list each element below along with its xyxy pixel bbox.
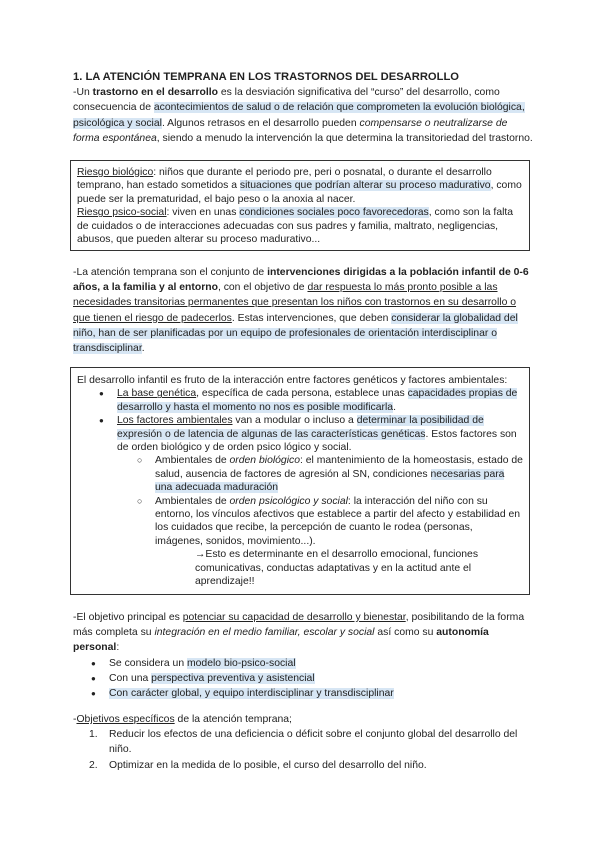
highlight-run: perspectiva preventiva y asistencial	[151, 672, 315, 684]
text-run: Ambientales de	[155, 495, 230, 507]
biological-risk	[77, 166, 523, 206]
text-run: van a modular o incluso a	[232, 415, 357, 427]
text-run: Ambientales de	[155, 455, 230, 467]
italic-run: integración en el medio familiar, escolar y social	[154, 627, 375, 639]
text-run: , posibilitando de la forma más completa su	[73, 612, 525, 639]
text-run: . Algunos retrasos en el desarrollo pueden	[161, 117, 360, 129]
factor-label: Los factores ambientales	[117, 415, 233, 427]
psychosocial-order-item	[155, 495, 523, 589]
bullet-item	[109, 686, 533, 701]
factors-box	[70, 367, 530, 595]
text-run: -	[73, 714, 77, 725]
highlight-run: capacidades propias de desarrollo y hasta el momento no nos es posible modificarla	[117, 388, 518, 413]
highlight-run: situaciones que podrían alterar su proceso madurativo	[239, 180, 491, 192]
underline-run: potenciar su capacidad de desarrollo y bienestar	[182, 612, 406, 623]
arrow-note: →Esto es determinante en el desarrollo emocional, funciones comunicativas, conductas adaptativas y en la actitud ante el aprendizaje!!	[195, 549, 479, 588]
objective-text: Optimizar en la medida de lo posible, el curso del desarrollo del niño.	[109, 759, 427, 771]
text-run: : el mantenimiento de la homeostasis, estado de salud, ausencia de factores de agresión al SN, condiciones	[155, 455, 523, 480]
highlight-run: acontecimientos de salud o de relación que comprometen la evolución biológica, psicológica y social	[73, 102, 525, 129]
bold-term: intervenciones dirigidas a la población infantil de 0-6 años, a la familia y al entorno	[73, 267, 529, 294]
factors-list	[77, 387, 523, 588]
text-run: , específica de cada persona, establece unas	[196, 388, 408, 400]
risk-box	[70, 160, 530, 251]
text-run: . Estas intervenciones, que deben	[231, 312, 392, 324]
specific-objectives	[73, 712, 533, 773]
factor-label: La base genética	[117, 388, 197, 400]
objective-text: Reducir los efectos de una deficiencia o déficit sobre el conjunto global del desarrollo del niño.	[109, 729, 518, 756]
highlight-run: condiciones sociales poco favorecedoras	[239, 207, 429, 219]
bullet-item	[109, 656, 533, 671]
text-run: .	[141, 343, 145, 355]
objective-item	[73, 758, 533, 773]
objective-item	[73, 727, 533, 757]
environmental-sublist	[117, 454, 523, 588]
objective-paragraph	[73, 610, 533, 701]
list-number: 2.	[89, 759, 98, 771]
text-run: es la desviación significativa del “curso” del desarrollo, como consecuencia de	[73, 87, 500, 114]
psychosocial-risk	[77, 206, 523, 246]
intro-paragraph	[73, 85, 533, 146]
biological-order-item	[155, 454, 523, 494]
text-run: -La atención temprana son el conjunto de	[73, 267, 268, 278]
underline-run: dar respuesta lo más pronto posible a las necesidades transitorias permanentes que presentan los niños con trastornos en su desarrollo o que tienen el riesgo de padecerlos	[73, 282, 517, 324]
text-run: .	[393, 401, 396, 413]
text-run: , como puede ser la prematuridad, el bajo peso o la anoxia al nacer.	[77, 180, 522, 205]
italic-run: orden biológico	[229, 455, 300, 467]
underline-run: Objetivos específicos	[76, 714, 175, 725]
text-run: de la atención temprana;	[174, 714, 292, 725]
highlight-run: necesarias para una adecuada maduración	[155, 468, 505, 494]
italic-run: compensarse o neutralizarse de forma espontánea	[73, 117, 508, 144]
text-run: : la interacción del niño con su entorno, los vínculos afectivos que establece a partir del afecto y estabilidad en los cuidados que recibe, la percepción de cuanto le rodea (personas, imágenes, sonidos, movimiento...).	[155, 495, 521, 547]
text-run: -Un	[73, 87, 93, 99]
highlight-run: modelo bio-psico-social	[186, 657, 296, 669]
model-bullets	[73, 656, 533, 702]
bold-term: autonomía personal	[73, 627, 489, 654]
genetic-item	[117, 387, 523, 414]
text-run: : niños que durante el periodo pre, peri o posnatal, o durante el desarrollo temprano, han estado sometidos a	[77, 167, 492, 192]
text-run: , como son la falta de cuidados o de interacciones adecuadas con sus padres y familia, maltrato, negligencias, abusos, que pueden alterar su proceso madurativo...	[77, 207, 514, 246]
list-number: 1.	[89, 729, 98, 741]
text-run: , con el objetivo de	[217, 282, 308, 294]
italic-run: orden psicológico y social	[229, 495, 348, 507]
text-run: Se considera un	[109, 657, 187, 669]
factors-intro: El desarrollo infantil es fruto de la interacción entre factores genéticos y factores ambientales:	[77, 375, 508, 386]
text-run: :	[116, 642, 120, 654]
early-care-paragraph	[73, 265, 533, 356]
highlight-run: considerar la globalidad del niño, han de ser planificadas por un equipo de profesionales de orientación interdisciplinar o transdisciplinar	[73, 312, 518, 355]
text-run: : viven en unas	[166, 207, 240, 219]
text-run: así como su	[374, 627, 437, 639]
bold-term: trastorno en el desarrollo	[92, 87, 218, 99]
text-run: . Estos factores son de orden biológico y de orden psico lógico y social.	[117, 428, 517, 454]
section-title: 1. LA ATENCIÓN TEMPRANA EN LOS TRASTORNOS DEL DESARROLLO	[73, 71, 459, 83]
risk-label: Riesgo biológico	[77, 167, 154, 178]
highlight-run: determinar la posibilidad de expresión o de latencia de algunas de las características genéticas	[117, 415, 484, 440]
highlight-run: Con carácter global, y equipo interdisciplinar y transdisciplinar	[109, 688, 394, 700]
text-run: -El objetivo principal es	[73, 612, 183, 623]
intro-section	[73, 70, 533, 146]
text-run: , siendo a menudo la intervención la que determina la transitoriedad del trastorno.	[156, 132, 533, 144]
bullet-item	[109, 671, 533, 686]
objectives-heading	[73, 712, 533, 727]
environmental-item	[117, 414, 523, 588]
risk-label: Riesgo psico-social	[77, 207, 167, 219]
text-run: Con una	[109, 672, 152, 684]
